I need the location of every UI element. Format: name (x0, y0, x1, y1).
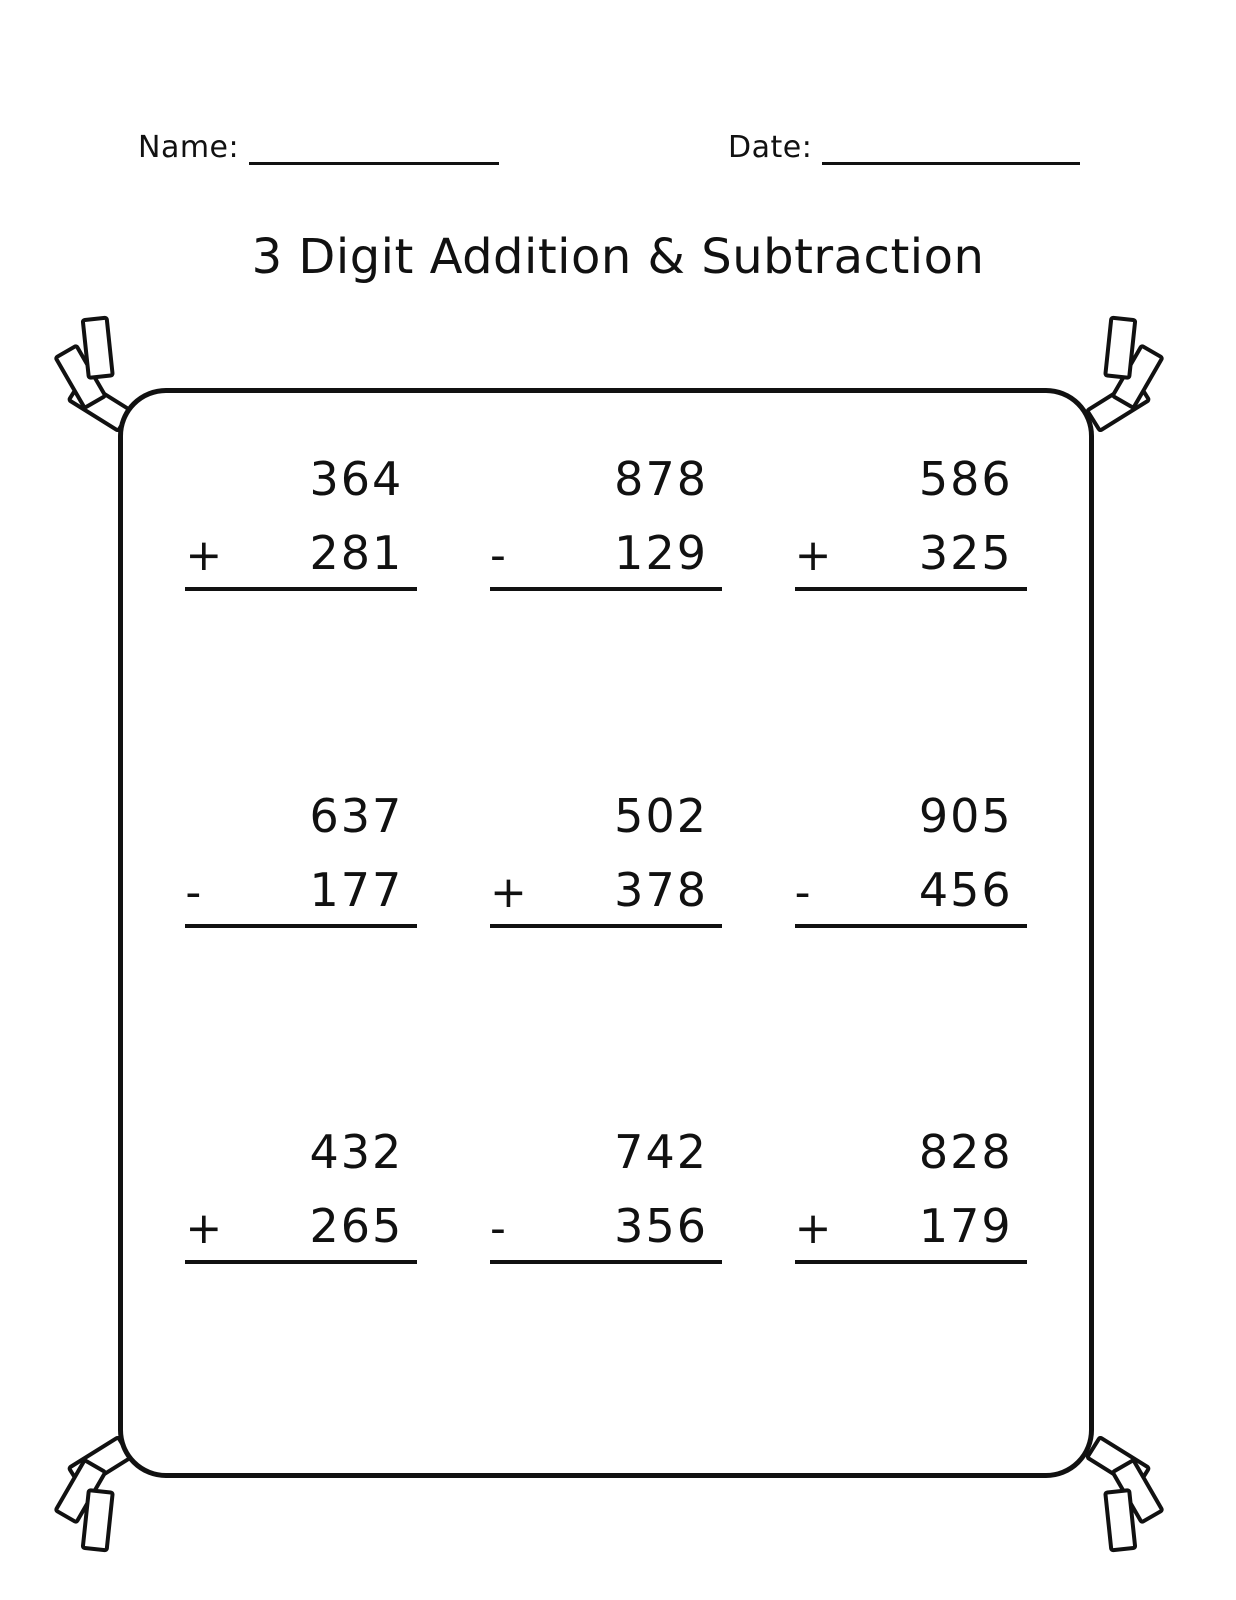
problem-bottom-number: 356 (614, 1199, 708, 1254)
date-write-line[interactable] (822, 128, 1080, 165)
problem-6 (758, 760, 1063, 1097)
problem-top-number: 502 (614, 788, 708, 843)
answer-line[interactable] (795, 924, 1027, 928)
date-label: Date: (728, 130, 813, 165)
answer-line[interactable] (490, 587, 722, 591)
date-field (728, 128, 1080, 165)
problem-top-number: 742 (614, 1125, 708, 1180)
answer-line[interactable] (185, 1260, 417, 1264)
problem-top-number: 364 (309, 452, 404, 506)
problem-bottom-number: 456 (918, 862, 1013, 917)
answer-line[interactable] (490, 1260, 722, 1264)
problem-bottom-number: 378 (614, 862, 708, 917)
problem-operator: - (489, 530, 506, 581)
problem-2 (454, 423, 759, 760)
problem-top-number: 586 (918, 452, 1013, 506)
answer-line[interactable] (795, 1260, 1027, 1264)
worksheet-header (0, 128, 1236, 188)
problem-operator: - (185, 866, 202, 918)
problem-operator: - (794, 866, 811, 918)
problem-top-number: 878 (614, 452, 708, 506)
problem-top-number: 905 (918, 788, 1013, 843)
problem-3 (758, 423, 1063, 760)
problem-bottom-number: 325 (918, 526, 1013, 580)
problem-operator: + (794, 530, 832, 581)
problem-8 (454, 1096, 759, 1433)
problem-bottom-number: 281 (309, 526, 404, 580)
page-title: 3 Digit Addition & Subtraction (251, 229, 985, 285)
problem-1 (149, 423, 454, 760)
answer-line[interactable] (490, 924, 722, 928)
answer-line[interactable] (795, 587, 1027, 591)
problem-bottom-number: 179 (918, 1199, 1013, 1254)
problem-top-number: 637 (309, 788, 404, 843)
problem-top-number: 828 (918, 1125, 1013, 1180)
name-label: Name: (138, 130, 240, 165)
problem-operator: + (489, 866, 527, 918)
problem-operator: - (489, 1203, 506, 1255)
problem-5 (454, 760, 759, 1097)
problem-top-number: 432 (309, 1125, 404, 1180)
problem-9 (758, 1096, 1063, 1433)
name-field (138, 128, 499, 165)
problem-7 (149, 1096, 454, 1433)
answer-line[interactable] (185, 587, 417, 591)
answer-line[interactable] (185, 924, 417, 928)
problem-operator: + (794, 1203, 832, 1255)
problem-operator: + (185, 1203, 223, 1255)
problem-operator: + (185, 530, 223, 581)
problems-card (118, 388, 1094, 1478)
problems-grid (123, 393, 1089, 1473)
problem-4 (149, 760, 454, 1097)
problem-bottom-number: 129 (614, 526, 708, 580)
problem-bottom-number: 265 (309, 1199, 404, 1254)
name-write-line[interactable] (249, 128, 499, 165)
problem-bottom-number: 177 (309, 862, 404, 917)
